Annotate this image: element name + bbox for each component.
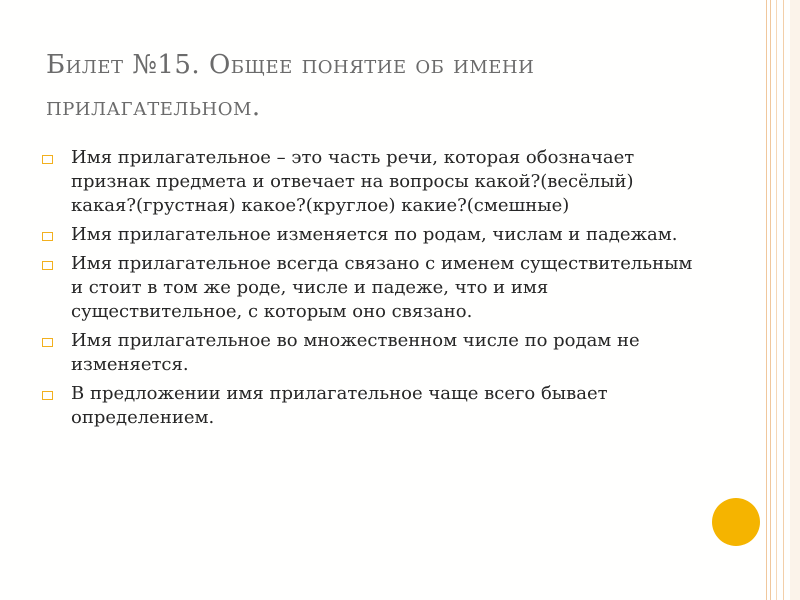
bullet-text: В предложении имя прилагательное чаще всего бывает определением. — [71, 383, 608, 428]
decorative-line — [776, 0, 777, 600]
decorative-line — [770, 0, 771, 600]
bullet-icon — [42, 261, 53, 270]
orange-circle-icon — [712, 498, 760, 546]
bullet-text: Имя прилагательное всегда связано с именем существительным и стоит в том же роде, числе и падеже, что и имя существительное, с которым оно связано. — [71, 253, 693, 322]
bullet-icon — [42, 155, 53, 164]
bullet-text: Имя прилагательное во множественном числе по родам не изменяется. — [71, 330, 640, 375]
bullet-list — [42, 146, 702, 435]
bullet-text: Имя прилагательное – это часть речи, которая обозначает признак предмета и отвечает на вопросы какой?(весёлый) какая?(грустная) какое?(круглое) какие?(смешные) — [71, 147, 635, 216]
bullet-item — [42, 252, 702, 324]
decorative-line — [783, 0, 784, 600]
bullet-text: Имя прилагательное изменяется по родам, числам и падежам. — [71, 224, 678, 245]
decorative-line — [766, 0, 767, 600]
bullet-item — [42, 329, 702, 377]
bullet-item — [42, 146, 702, 218]
slide-title: Билет №15. Общее понятие об имени прилагательном. — [46, 50, 535, 122]
bullet-icon — [42, 338, 53, 347]
bullet-icon — [42, 391, 53, 400]
bullet-item — [42, 382, 702, 430]
decorative-edge-band — [790, 0, 800, 600]
bullet-item — [42, 223, 702, 247]
bullet-icon — [42, 232, 53, 241]
